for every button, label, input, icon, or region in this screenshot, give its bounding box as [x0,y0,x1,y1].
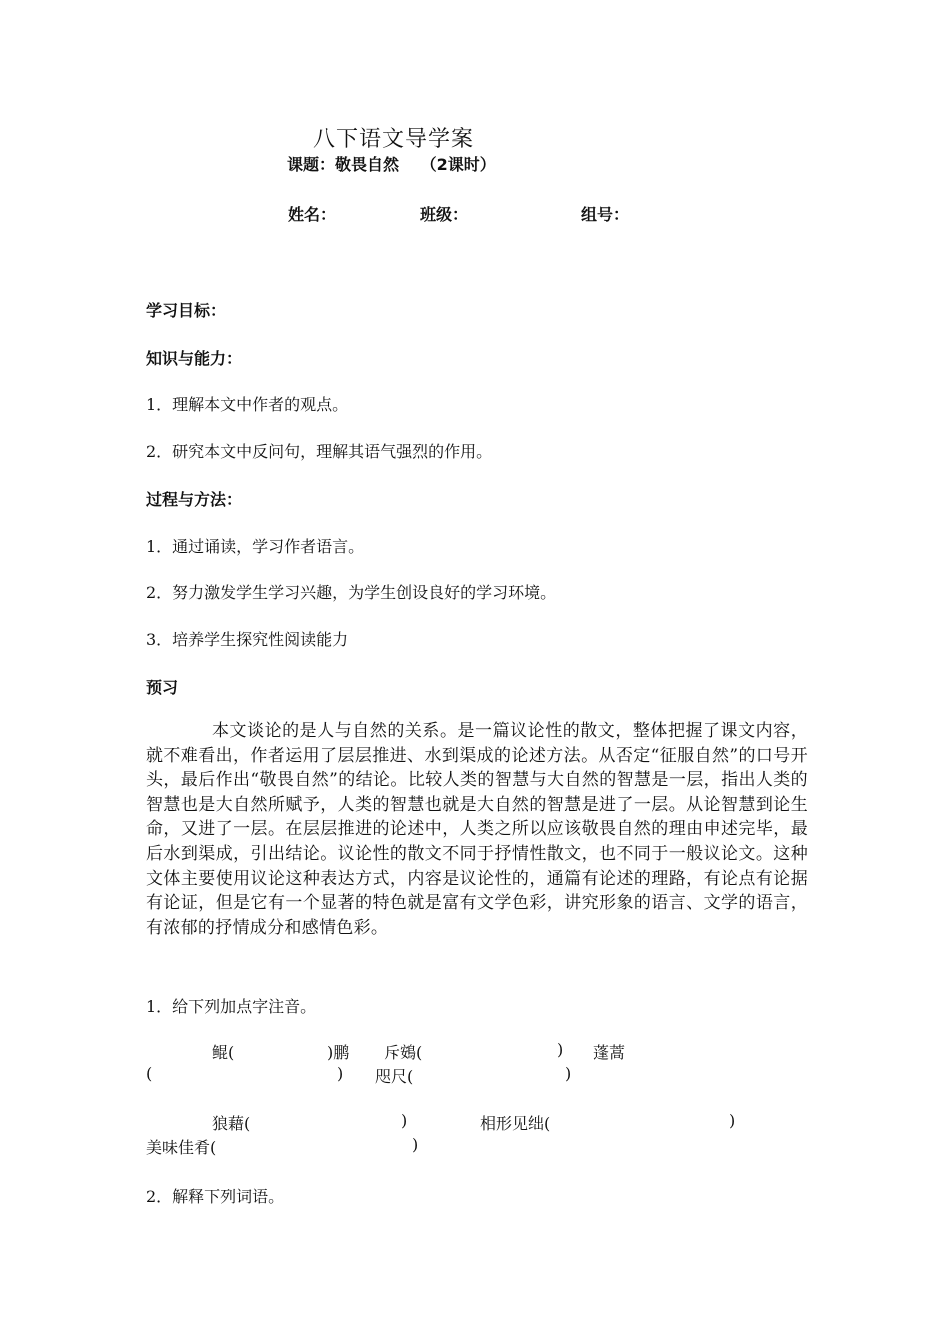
preview-heading: 预习 [146,678,179,697]
word-xiangxing-end: ) [729,1111,736,1130]
word-penghao: 蓬蒿 [593,1043,626,1062]
group-label: 组号： [581,205,630,224]
knowledge-heading: 知识与能力： [146,349,243,368]
process-item-2: 2．努力激发学生学习兴趣，为学生创设良好的学习环境。 [146,583,557,602]
word-meiwei-start: 美味佳肴( [146,1138,217,1157]
word-kunpeng-end: )鹏 [327,1043,350,1062]
word-kunpeng-start: 鲲( [212,1043,235,1062]
word-meiwei-end: ) [412,1135,419,1154]
preview-paragraph: 本文谈论的是人与自然的关系。是一篇议论性的散文，整体把握了课文内容，就不难看出，作者运用了层层推进、水到渠成的论述方法。从否定“征服自然”的口号开头，最后作出“敬畏自然”的结论。比较人类的智慧与大自然的智慧是一层，指出人类的智慧也是大自然所赋予，人类的智慧也就是大自然的智慧是进了一层。从论智慧到论生命，又进了一层。在层层推进的论述中，人类之所以应该敬畏自然的理由申述完毕，最后水到渠成，引出结论。议论性的散文不同于抒情性散文，也不同于一般议论文。这种文体主要使用议论这种表达方式，内容是议论性的，通篇有论述的理路，有论点有论据有论证，但是它有一个显著的特色就是富有文学色彩，讲究形象的语言、文学的语言，有浓郁的抒情成分和感情色彩。 [146,721,808,938]
question-1: 1．给下列加点字注音。 [146,997,317,1016]
question-2: 2．解释下列词语。 [146,1187,285,1206]
word-zhichi-end: ) [565,1064,572,1083]
knowledge-item-1: 1．理解本文中作者的观点。 [146,395,349,414]
word-langji-end: ) [401,1111,408,1130]
word-chiyan-end: ) [557,1040,564,1059]
word-chiyan-start: 斥鴳( [384,1043,423,1062]
name-label: 姓名： [288,205,337,224]
word-langji-start: 狼藉( [212,1114,251,1133]
process-item-1: 1．通过诵读，学习作者语言。 [146,537,365,556]
knowledge-item-2: 2．研究本文中反问句，理解其语气强烈的作用。 [146,442,493,461]
process-item-3: 3．培养学生探究性阅读能力 [146,630,349,649]
document-title: 八下语文导学案 [313,127,475,152]
word-zhichi-start: 咫尺( [375,1067,414,1086]
lesson-subtitle: 课题：敬畏自然 （2课时） [287,155,496,174]
process-heading: 过程与方法： [146,490,243,509]
word-penghao-paren-open: ( [146,1064,153,1083]
word-xiangxing-start: 相形见绌( [480,1114,551,1133]
word-penghao-paren-close: ) [337,1064,344,1083]
objectives-heading: 学习目标： [146,301,227,320]
class-label: 班级： [420,205,469,224]
